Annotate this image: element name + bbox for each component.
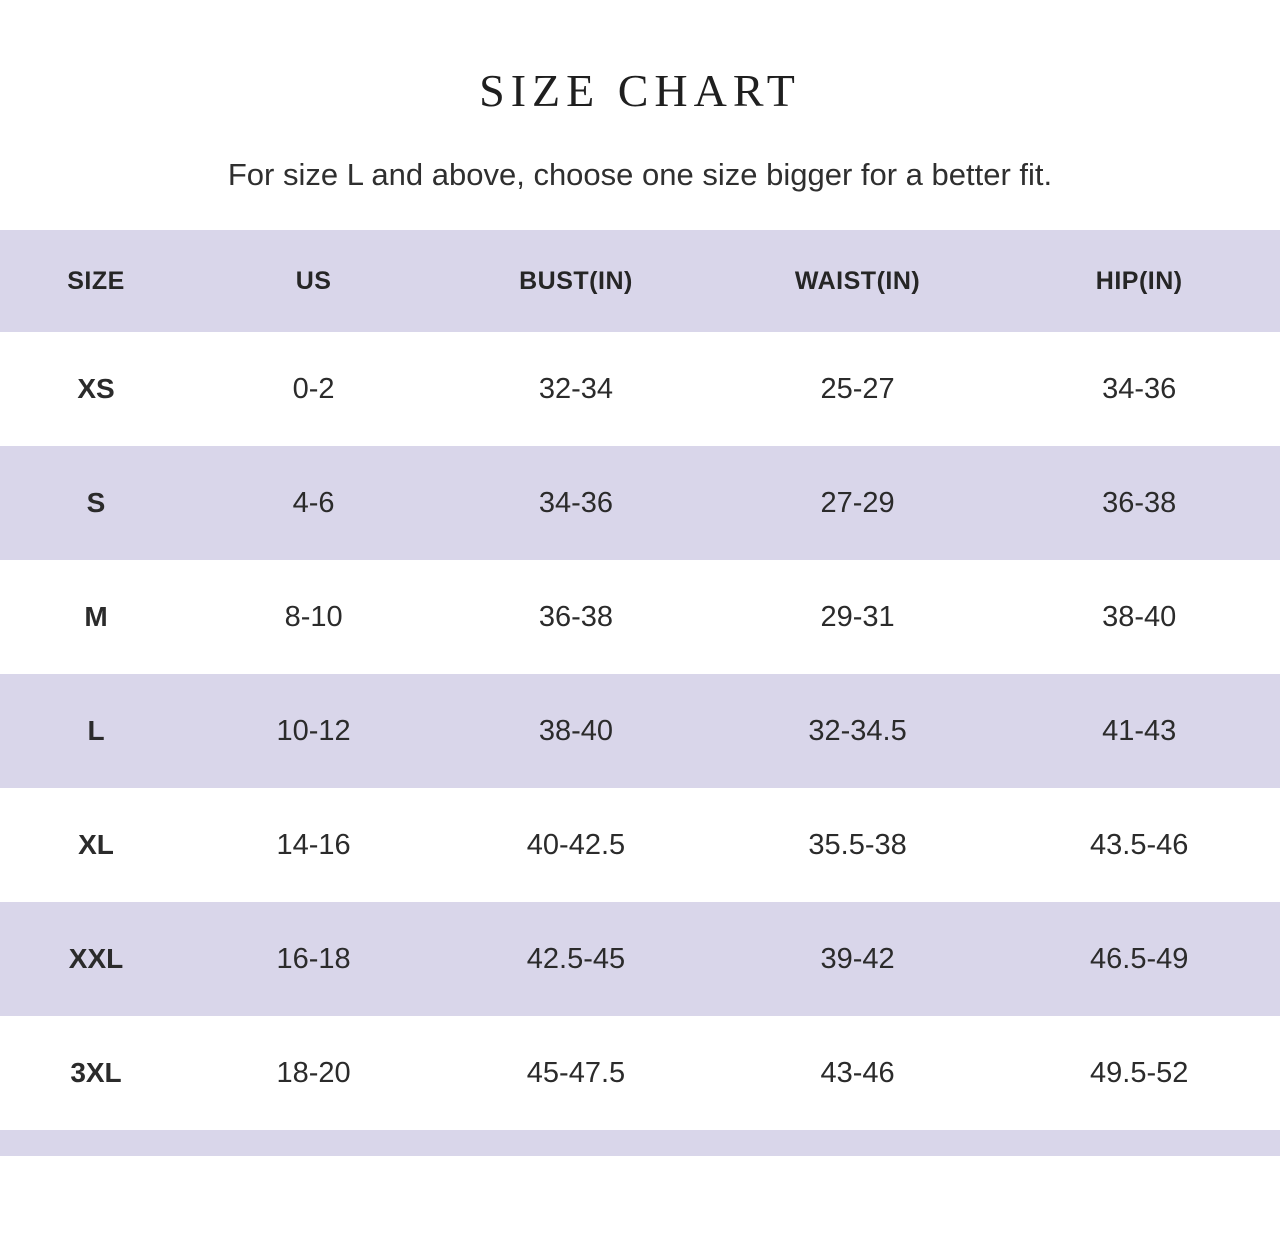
cell-hip: 36-38 <box>1102 486 1177 519</box>
cell-size: M <box>84 601 108 633</box>
table-row <box>0 902 1280 1016</box>
page-title: SIZE CHART <box>479 65 801 116</box>
cell-hip: 34-36 <box>1102 372 1177 405</box>
cell-waist: 29-31 <box>820 600 895 633</box>
cell-bust: 36-38 <box>538 600 614 633</box>
size-chart-table <box>0 230 1280 1130</box>
table-header <box>0 230 1280 332</box>
cell-us: 0-2 <box>292 372 335 405</box>
cell-us: 14-16 <box>276 828 351 861</box>
size-chart-table-wrapper <box>0 230 1280 1156</box>
cell-waist: 35.5-38 <box>808 828 907 861</box>
table-row <box>0 1016 1280 1130</box>
cell-size: XXL <box>68 943 124 975</box>
cell-size: 3XL <box>70 1057 122 1089</box>
cell-hip: 49.5-52 <box>1090 1056 1189 1089</box>
cell-bust: 45-47.5 <box>526 1056 626 1089</box>
table-header-row <box>0 230 1280 332</box>
cell-bust: 40-42.5 <box>526 828 626 861</box>
cell-hip: 38-40 <box>1102 600 1177 633</box>
cell-waist: 43-46 <box>820 1056 895 1089</box>
cell-us: 4-6 <box>292 486 335 519</box>
column-header-waist: WAIST(IN) <box>794 266 921 295</box>
cell-us: 18-20 <box>276 1056 351 1089</box>
table-row <box>0 788 1280 902</box>
cell-size: L <box>87 715 105 747</box>
cell-bust: 42.5-45 <box>526 942 626 975</box>
cell-size: XS <box>77 373 115 405</box>
cell-hip: 43.5-46 <box>1090 828 1189 861</box>
table-row <box>0 446 1280 560</box>
table-row <box>0 332 1280 446</box>
cell-waist: 39-42 <box>820 942 895 975</box>
cell-us: 16-18 <box>276 942 351 975</box>
cell-hip: 46.5-49 <box>1090 942 1189 975</box>
cell-waist: 27-29 <box>820 486 895 519</box>
cell-bust: 38-40 <box>538 714 614 747</box>
cell-waist: 25-27 <box>820 372 895 405</box>
fit-note: For size L and above, choose one size bigger for a better fit. <box>227 157 1053 192</box>
cell-bust: 34-36 <box>538 486 614 519</box>
cell-us: 10-12 <box>276 714 351 747</box>
cell-bust: 32-34 <box>538 372 614 405</box>
cell-waist: 32-34.5 <box>808 714 907 747</box>
column-header-us: US <box>295 266 332 295</box>
cell-us: 8-10 <box>284 600 343 633</box>
table-row <box>0 560 1280 674</box>
column-header-hip: HIP(IN) <box>1095 266 1183 295</box>
table-body <box>0 332 1280 1130</box>
table-row <box>0 674 1280 788</box>
cell-size: S <box>86 487 106 519</box>
column-header-size: SIZE <box>67 266 125 295</box>
cell-size: XL <box>78 829 114 861</box>
column-header-bust: BUST(IN) <box>519 266 633 295</box>
cell-hip: 41-43 <box>1102 714 1177 747</box>
table-footer-band <box>0 1130 1280 1156</box>
